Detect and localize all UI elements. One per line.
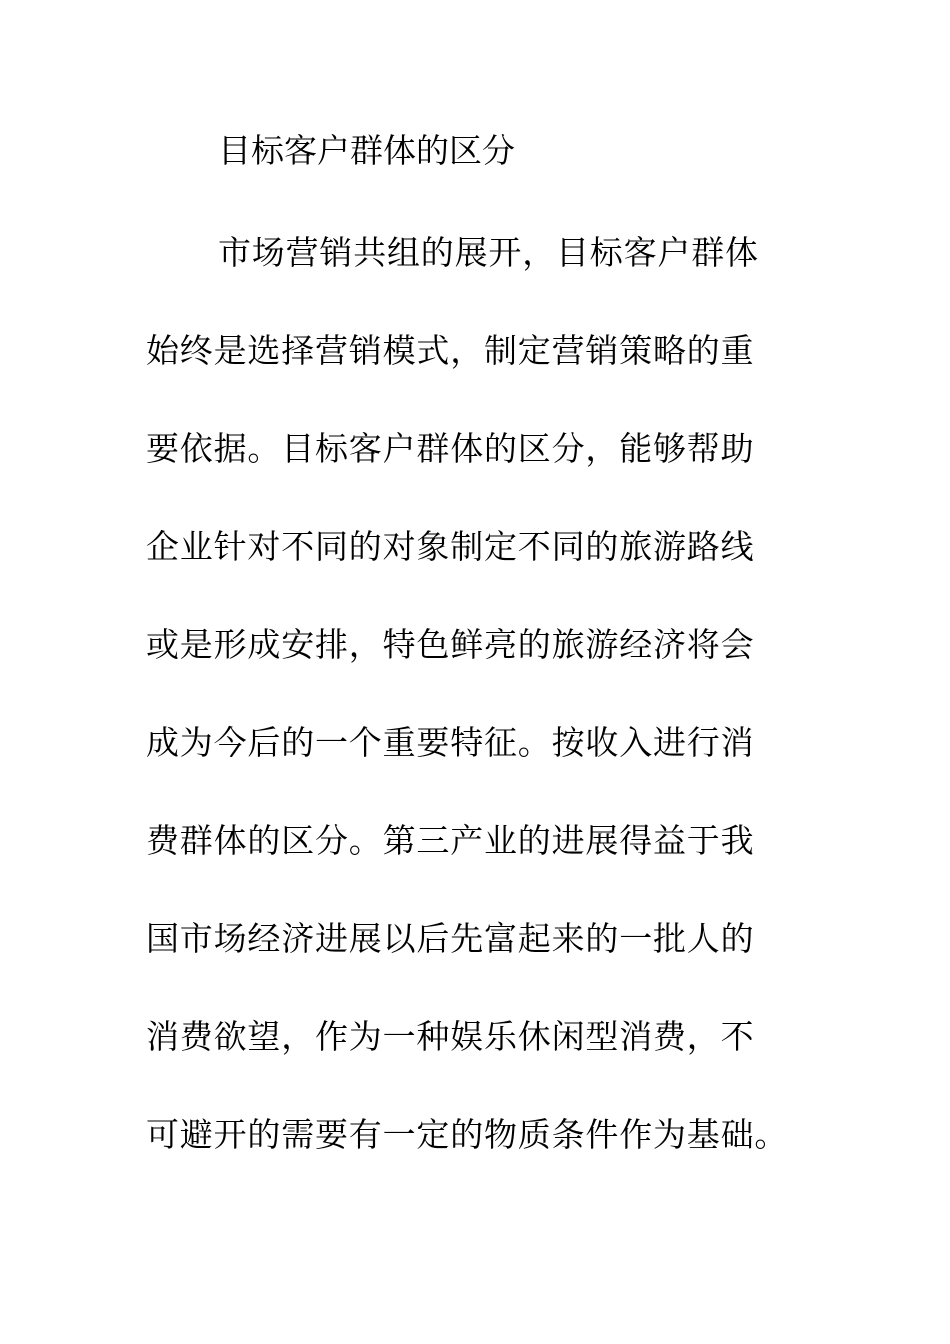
- paragraph-line: 或是形成安排，特色鲜亮的旅游经济将会: [146, 625, 755, 664]
- paragraph-line: 始终是选择营销模式，制定营销策略的重: [146, 331, 755, 370]
- paragraph-line: 企业针对不同的对象制定不同的旅游路线: [146, 527, 755, 566]
- paragraph-line: 要依据。目标客户群体的区分，能够帮助: [146, 429, 755, 468]
- paragraph-line: 可避开的需要有一定的物质条件作为基础。: [146, 1115, 789, 1154]
- paragraph-line: 费群体的区分。第三产业的进展得益于我: [146, 821, 755, 860]
- paragraph-line: 市场营销共组的展开，目标客户群体: [218, 233, 759, 272]
- section-heading: 目标客户群体的区分: [218, 131, 515, 170]
- paragraph-line: 消费欲望，作为一种娱乐休闲型消费，不: [146, 1017, 755, 1056]
- paragraph-line: 成为今后的一个重要特征。按收入进行消: [146, 723, 755, 762]
- paragraph-line: 国市场经济进展以后先富起来的一批人的: [146, 919, 755, 958]
